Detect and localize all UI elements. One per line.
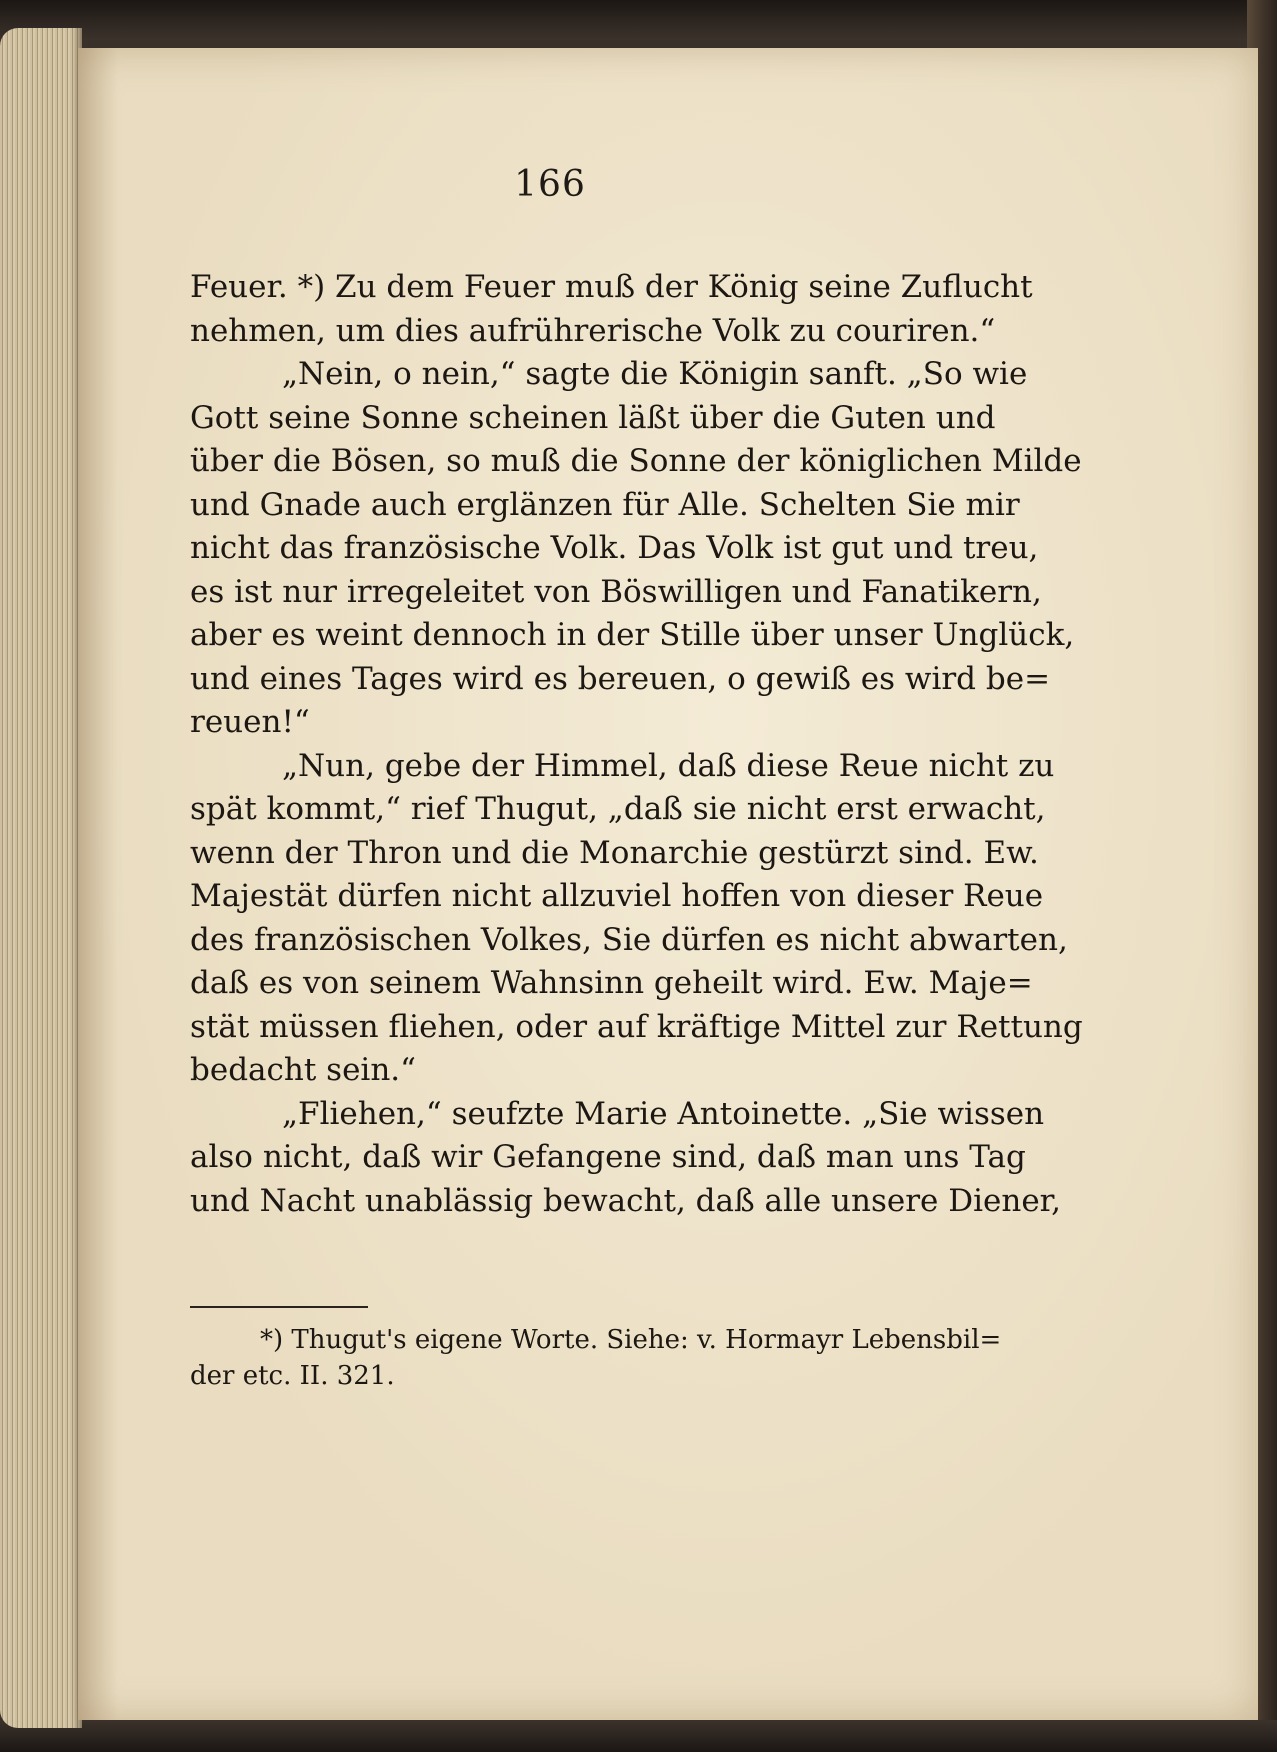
page-number: 166	[514, 164, 586, 205]
page-edges	[0, 28, 82, 1728]
paragraph-4: „Fliehen,“ seufzte Marie Antoinette. „Sie wissen also nicht, daß wir Gefangene sind, daß man uns Tag und Nacht unablässig bewacht, daß alle unsere Diener,	[190, 1095, 1061, 1219]
footnote: *) Thugut's eigene Worte. Siehe: v. Hormayr Lebensbil= der etc. II. 321.	[190, 1325, 1002, 1391]
footnote-divider	[190, 1306, 368, 1308]
book-cover-bottom	[0, 1720, 1277, 1752]
body-text	[190, 266, 1154, 1223]
paragraph-2: „Nein, o nein,“ sagte die Königin sanft. „So wie Gott seine Sonne scheinen läßt über die Guten und über die Bösen, so muß die Sonne der königlichen Milde und Gnade auch erglänzen für Alle. Schelten Sie mir nicht das französische Volk. Das Volk ist gut und treu, es ist nur irregeleitet von Böswilligen und Fanatikern, aber es weint dennoch in der Stille über unser Unglück, und eines Tages wird es bereuen, o gewiß es wird be= reuen!“	[190, 356, 1082, 740]
paragraph-1: Feuer. *) Zu dem Feuer muß der König seine Zuflucht nehmen, um dies aufrührerische Volk zu couriren.“	[190, 269, 1033, 349]
book-cover-top	[0, 0, 1277, 40]
paragraph-3: „Nun, gebe der Himmel, daß diese Reue nicht zu spät kommt,“ rief Thugut, „daß sie nicht erst erwacht, wenn der Thron und die Monarchie gestürzt sind. Ew. Majestät dürfen nicht allzuviel hoffen von dieser Reue des französischen Volkes, Sie dürfen es nicht abwarten, daß es von seinem Wahnsinn geheilt wird. Ew. Maje= stät müssen fliehen, oder auf kräftige Mittel zur Rettung bedacht sein.“	[190, 747, 1083, 1088]
